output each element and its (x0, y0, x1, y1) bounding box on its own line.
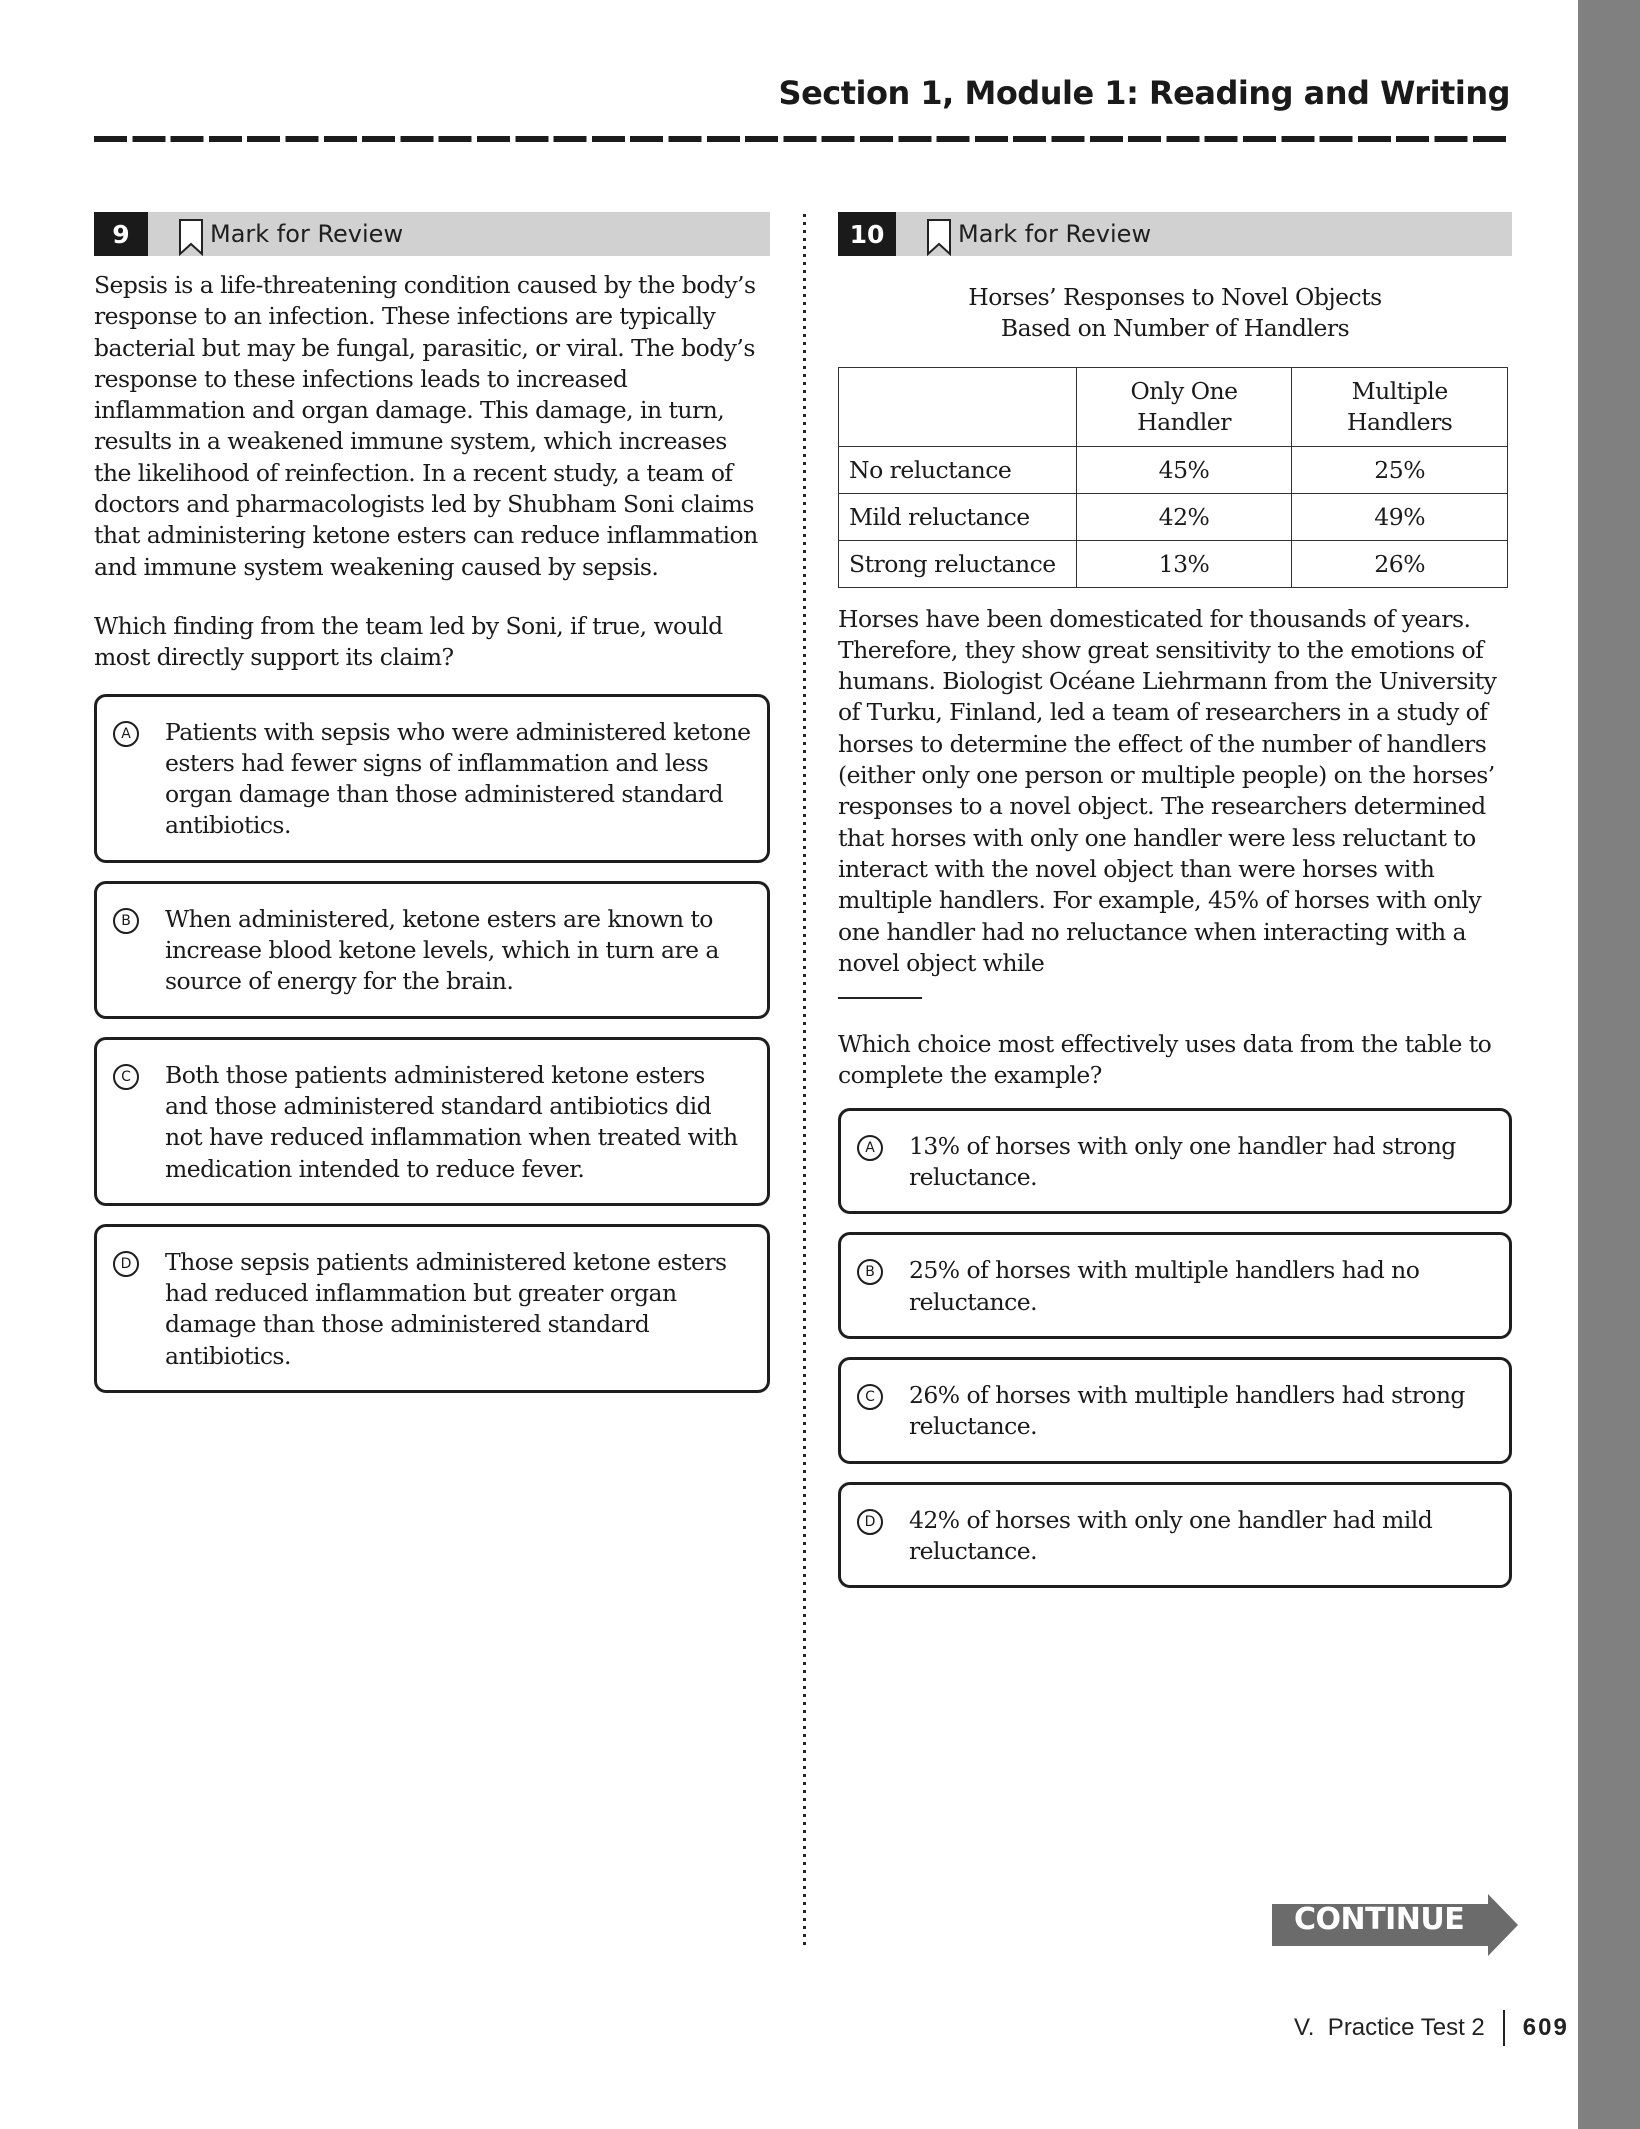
cell-multiple-handlers: 49% (1292, 493, 1508, 540)
mark-for-review-button[interactable]: Mark for Review (958, 220, 1152, 248)
column-divider (803, 214, 806, 1950)
table-row (839, 493, 1508, 540)
question-9 (94, 212, 770, 1393)
page-footer (1294, 2010, 1569, 2046)
question-number: 9 (94, 212, 148, 256)
page-number: 609 (1522, 2014, 1569, 2041)
row-label: Strong reluctance (839, 540, 1077, 587)
table-title-line: Horses’ Responses to Novel Objects (968, 283, 1382, 311)
table-header-multiple-handlers (1292, 367, 1508, 446)
choice-letter-circle-icon: A (113, 721, 139, 747)
table-header-one-handler (1076, 367, 1292, 446)
row-label: No reluctance (839, 446, 1077, 493)
choice-text: Those sepsis patients administered ketone esters had reduced inflammation but greater organ damage than those administered standard antibiotics. (165, 1247, 727, 1370)
title-dashed-rule (94, 136, 1510, 142)
choice-text: 26% of horses with multiple handlers had strong reluctance. (909, 1380, 1465, 1441)
answer-choices (838, 1108, 1512, 1588)
table-title (838, 282, 1512, 345)
footer-part: V. Practice Test 2 (1294, 2014, 1485, 2041)
row-label: Mild reluctance (839, 493, 1077, 540)
choice-text: Both those patients administered ketone esters and those administered standard antibiotics did not have reduced inflammation when treated with medication intended to reduce fever. (165, 1060, 738, 1183)
cell-multiple-handlers: 25% (1292, 446, 1508, 493)
question-number: 10 (838, 212, 896, 256)
data-table (838, 367, 1508, 588)
choice-d[interactable] (94, 1224, 770, 1393)
table-row (839, 446, 1508, 493)
answer-choices (94, 694, 770, 1393)
cell-one-handler: 42% (1076, 493, 1292, 540)
side-tab (1578, 0, 1640, 2129)
choice-c[interactable] (94, 1037, 770, 1206)
cell-multiple-handlers: 26% (1292, 540, 1508, 587)
choice-letter-circle-icon: A (857, 1135, 883, 1161)
question-header (838, 212, 1512, 256)
choice-letter-circle-icon: B (113, 908, 139, 934)
choice-text: When administered, ketone esters are known to increase blood ketone levels, which in turn are a source of energy for the brain. (165, 904, 719, 996)
choice-b[interactable] (94, 881, 770, 1019)
choice-text: Patients with sepsis who were administered ketone esters had fewer signs of inflammation and less organ damage than those administered standard antibiotics. (165, 717, 751, 840)
choice-a[interactable] (94, 694, 770, 863)
question-header (94, 212, 770, 256)
header-line: Multiple (1351, 376, 1448, 405)
choice-text: 13% of horses with only one handler had strong reluctance. (909, 1131, 1456, 1192)
table-header-row (839, 367, 1508, 446)
choice-a[interactable] (838, 1108, 1512, 1215)
choice-c[interactable] (838, 1357, 1512, 1464)
footer-separator (1503, 2010, 1505, 2046)
choice-letter-circle-icon: C (857, 1384, 883, 1410)
header-line: Only One (1130, 376, 1238, 405)
table-row (839, 540, 1508, 587)
cell-one-handler: 13% (1076, 540, 1292, 587)
choice-letter-circle-icon: C (113, 1064, 139, 1090)
choice-text: 42% of horses with only one handler had mild reluctance. (909, 1505, 1433, 1565)
choice-text: 25% of horses with multiple handlers had no reluctance. (909, 1256, 1420, 1316)
bookmark-icon[interactable] (926, 218, 952, 256)
continue-button[interactable] (1272, 1894, 1518, 1956)
page-title: Section 1, Module 1: Reading and Writing (778, 74, 1510, 112)
cell-one-handler: 45% (1076, 446, 1292, 493)
passage: Horses have been domesticated for thousands of years. Therefore, they show great sensitivity to the emotions of humans. Biologist Océane Liehrmann from the University of Turku, Finland, led a team of researchers in a study of horses to determine the effect of the number of handlers (either only one person or multiple people) on the horses’ responses to a novel object. The researchers determined that horses with only one handler were less reluctant to interact with the novel object than were horses with multiple handlers. For example, 45% of horses with only one handler had no reluctance when interacting with a novel object while (838, 604, 1497, 977)
choice-d[interactable] (838, 1482, 1512, 1589)
mark-for-review-button[interactable]: Mark for Review (210, 220, 404, 248)
bookmark-icon[interactable] (178, 218, 204, 256)
choice-letter-circle-icon: D (113, 1251, 139, 1277)
passage: Sepsis is a life-threatening condition caused by the body’s response to an infection. These infections are typically bacterial but may be fungal, parasitic, or viral. The body’s response to these infections leads to increased inflammation and organ damage. This damage, in turn, results in a weakened immune system, which increases the likelihood of reinfection. In a recent study, a team of doctors and pharmacologists led by Shubham Soni claims that administering ketone esters can reduce inflammation and immune system weakening caused by sepsis. (94, 271, 758, 581)
header-line: Handlers (1346, 407, 1453, 436)
choice-letter-circle-icon: B (857, 1259, 883, 1285)
question-10 (838, 212, 1512, 1588)
choice-b[interactable] (838, 1232, 1512, 1339)
header-line: Handler (1137, 407, 1231, 436)
table-title-line: Based on Number of Handlers (1000, 314, 1350, 343)
fill-in-blank (838, 979, 922, 999)
question-prompt: Which choice most effectively uses data from the table to complete the example? (838, 1030, 1492, 1090)
table-header-empty (839, 367, 1077, 446)
continue-label: CONTINUE (1294, 1902, 1465, 1937)
question-prompt: Which finding from the team led by Soni, if true, would most directly support its claim? (94, 611, 723, 672)
choice-letter-circle-icon: D (857, 1509, 883, 1535)
